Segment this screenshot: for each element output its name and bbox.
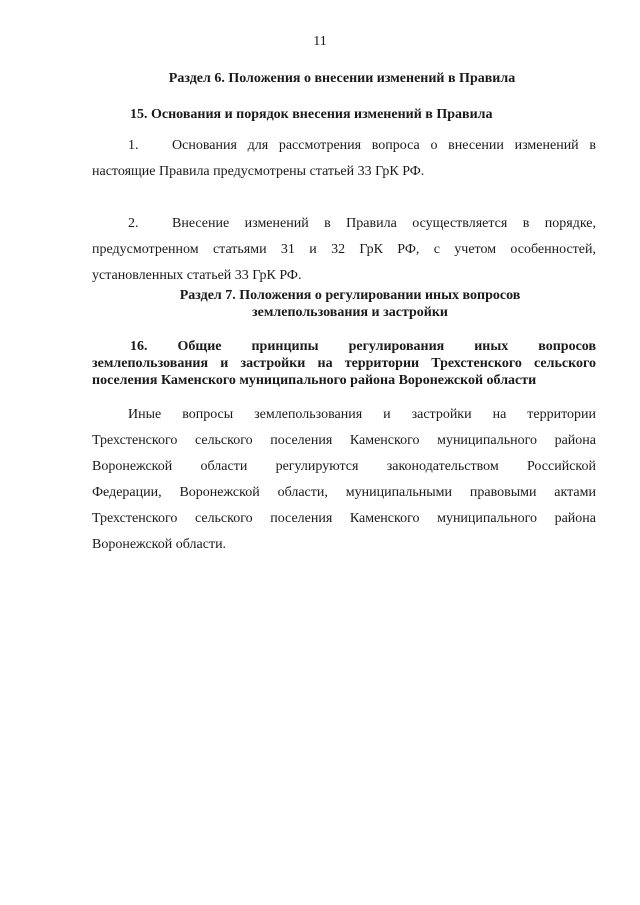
section-7-heading-line-1: Раздел 7. Положения о регулировании иных вопросов <box>179 288 521 303</box>
paragraph-line: Трехстенского сельского поселения Каменского муниципального района <box>92 511 596 526</box>
article-16-heading-line: поселения Каменского муниципального района Воронежской области <box>92 373 537 388</box>
article-16-body <box>92 402 596 558</box>
paragraph-text: Основания для рассмотрения вопроса о внесении изменений в <box>172 138 596 153</box>
article-15-heading: 15. Основания и порядок внесения изменений в Правила <box>130 107 493 122</box>
item-number: 1. <box>128 138 139 153</box>
paragraph-line <box>92 402 596 428</box>
article-16-heading-cont <box>92 355 596 389</box>
item-number: 2. <box>128 216 139 231</box>
paragraph-line: Федерации, Воронежской области, муниципальными правовыми актами <box>92 485 596 500</box>
paragraph-line: Трехстенского сельского поселения Каменского муниципального района <box>92 433 596 448</box>
article-15-item-2 <box>92 211 596 289</box>
paragraph-line <box>92 133 596 159</box>
section-7-heading-line-2: землепользования и застройки <box>252 305 448 320</box>
paragraph-text: Внесение изменений в Правила осуществляется в порядке, <box>172 216 596 231</box>
paragraph-line <box>92 211 596 237</box>
paragraph-line: Воронежской области. <box>92 537 227 552</box>
paragraph-line: установленных статьей 33 ГрК РФ. <box>92 268 302 283</box>
paragraph-line: Воронежской области регулируются законодательством Российской <box>92 459 596 474</box>
page-number: 11 <box>313 34 327 49</box>
section-7-heading <box>100 287 600 321</box>
paragraph-text: Иные вопросы землепользования и застройки на территории <box>128 407 596 422</box>
section-6-heading: Раздел 6. Положения о внесении изменений в Правила <box>168 71 516 86</box>
article-16-heading-line: 16. Общие принципы регулирования иных вопросов <box>130 339 596 354</box>
paragraph-line: предусмотренном статьями 31 и 32 ГрК РФ, с учетом особенностей, <box>92 242 596 257</box>
article-16-heading <box>130 338 596 355</box>
article-16-heading-line: землепользования и застройки на территории Трехстенского сельского <box>92 356 596 371</box>
article-15-item-1 <box>92 133 596 185</box>
paragraph-line: настоящие Правила предусмотрены статьей 33 ГрК РФ. <box>92 164 425 179</box>
